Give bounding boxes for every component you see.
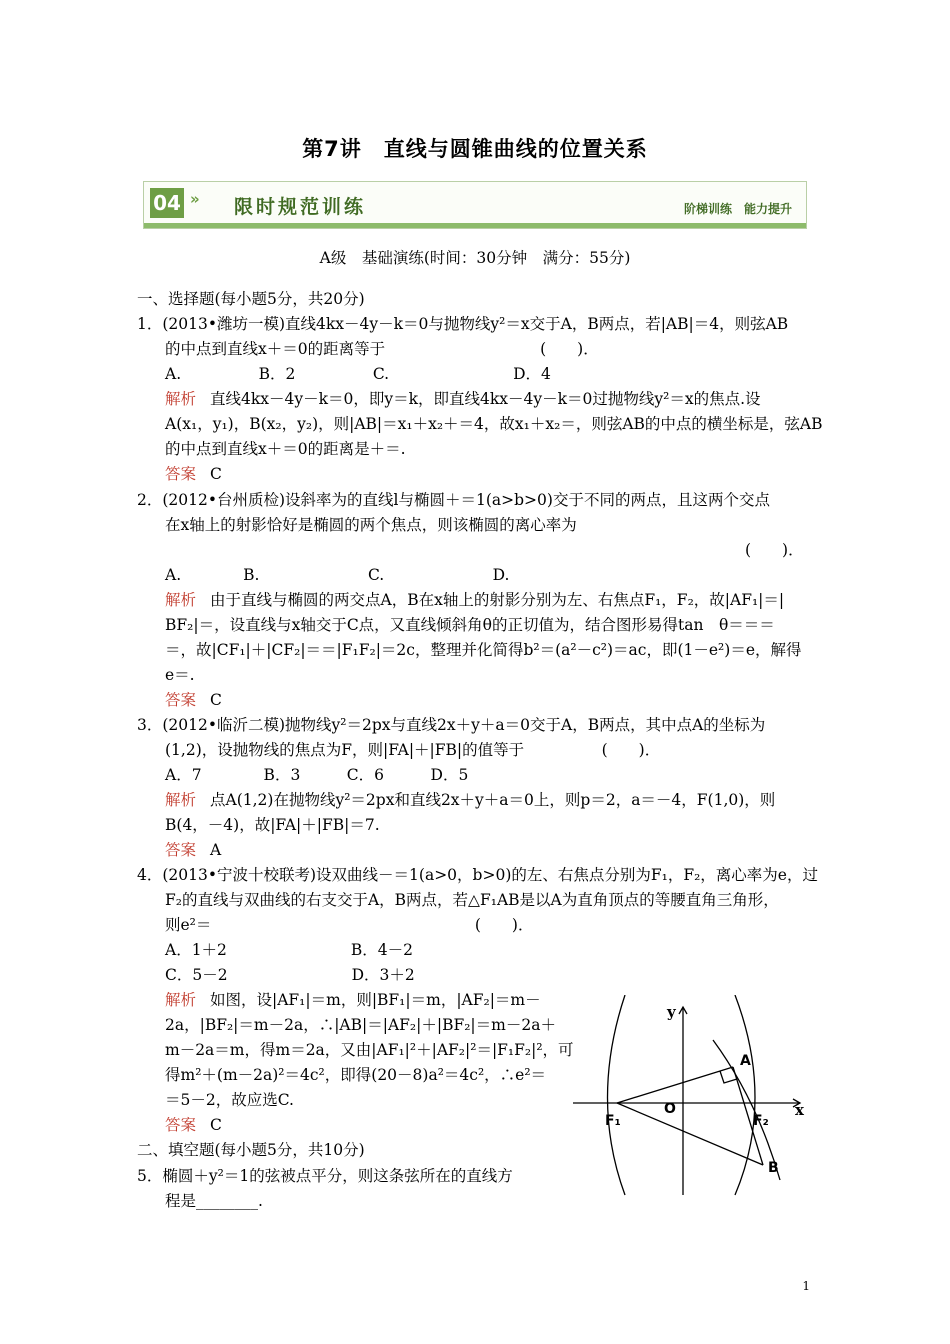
hyperbola-right-branch	[735, 995, 755, 1195]
q2-analysis-line: e＝.	[165, 666, 195, 684]
level-heading: A级 基础演练(时间：30分钟 满分：55分)	[319, 249, 631, 267]
answer-label: 答案	[165, 465, 197, 483]
q3-analysis-line: B(4，－4)，故|FA|＋|FB|＝7.	[165, 816, 380, 834]
chevron-right-icon: »	[190, 190, 200, 208]
q2-options: A. B. C. D.	[165, 566, 510, 584]
point-b-label: B	[768, 1160, 779, 1176]
q3-line: 3．(2012•临沂二模)抛物线y²＝2px与直线2x＋y＋a＝0交于A，B两点，其中点A的坐标为	[137, 716, 766, 734]
q4-options: C．5－2 D．3＋2	[165, 966, 415, 984]
q1-analysis	[165, 387, 761, 412]
q4-analysis	[165, 988, 541, 1013]
answer-value: C	[210, 691, 222, 709]
q2-analysis	[165, 588, 784, 613]
analysis-text: 直线4kx－4y－k＝0，即y＝k，即直线4kx－4y－k＝0过抛物线y²＝x的焦点.设	[210, 390, 761, 408]
hyperbola-left-branch	[608, 995, 626, 1195]
q1-analysis-line: A(x₁，y₁)，B(x₂，y₂)，则|AB|＝x₁＋x₂＋＝4，故x₁＋x₂＝，则弦AB的中点的横坐标是，弦AB	[165, 415, 823, 433]
hyperbola-figure	[565, 995, 815, 1200]
q5-line: 程是________.	[165, 1192, 263, 1210]
analysis-label: 解析	[165, 390, 197, 408]
axis-x-label: x	[795, 1101, 804, 1119]
analysis-label: 解析	[165, 591, 197, 609]
banner-title: 限时规范训练	[234, 196, 367, 218]
q1-line: 的中点到直线x＋＝0的距离等于 ( )．	[165, 340, 599, 358]
page-number: 1	[802, 1279, 810, 1293]
q4-analysis-line: m－2a＝m，得m＝2a，又由|AF₁|²＋|AF₂|²＝|F₁F₂|²，可	[165, 1041, 574, 1059]
analysis-label: 解析	[165, 791, 197, 809]
section-heading-choice: 一、选择题(每小题5分，共20分)	[137, 290, 365, 308]
q1-answer	[165, 462, 222, 487]
q4-line: 则e²＝ ( )．	[165, 916, 534, 934]
q1-line: 1．(2013•潍坊一模)直线4kx－4y－k＝0与抛物线y²＝x交于A，B两点，若|AB|＝4，则弦AB	[137, 315, 789, 333]
q4-options: A．1＋2 B．4－2	[165, 941, 414, 959]
banner-badge: 04	[150, 188, 184, 218]
answer-label: 答案	[165, 1116, 197, 1134]
answer-value: C	[210, 465, 222, 483]
point-a-label: A	[740, 1053, 751, 1069]
analysis-label: 解析	[165, 991, 197, 1009]
section-banner	[143, 181, 807, 229]
q4-analysis-line: 得m²＋(m－2a)²＝4c²，即得(20－8)a²＝4c²，∴e²＝	[165, 1066, 547, 1084]
q3-line: (1,2)，设抛物线的焦点为F，则|FA|＋|FB|的值等于 ( )．	[165, 741, 661, 759]
segment-f1-a	[617, 1067, 733, 1103]
q4-analysis-line: 2a，|BF₂|＝m－2a，∴|AB|＝|AF₂|＋|BF₂|＝m－2a＋	[165, 1016, 556, 1034]
q3-analysis	[165, 788, 775, 813]
answer-label: 答案	[165, 691, 197, 709]
answer-label: 答案	[165, 841, 197, 859]
page-title: 第7讲 直线与圆锥曲线的位置关系	[302, 137, 648, 161]
q1-options: A. B．2 C. D．4	[165, 365, 551, 383]
q4-answer	[165, 1113, 222, 1138]
q4-line: 4．(2013•宁波十校联考)设双曲线－＝1(a>0，b>0)的左、右焦点分别为F₁，F₂，离心率为e，过	[137, 866, 818, 884]
section-heading-fill: 二、填空题(每小题5分，共10分)	[137, 1141, 365, 1159]
f2-label: F₂	[753, 1113, 769, 1129]
axis-y-label: y	[667, 1003, 676, 1021]
banner-subtitle: 阶梯训练 能力提升	[683, 202, 792, 216]
q2-answer	[165, 688, 222, 713]
q2-blank: ( )．	[745, 541, 804, 559]
origin-label: O	[664, 1101, 676, 1117]
analysis-text: 如图，设|AF₁|＝m，则|BF₁|＝m，|AF₂|＝m－	[210, 991, 541, 1009]
q3-options: A．7 B．3 C．6 D．5	[165, 766, 469, 784]
q2-line: 2．(2012•台州质检)设斜率为的直线l与椭圆＋＝1(a>b>0)交于不同的两点，且这两个交点	[137, 491, 770, 509]
analysis-text: 由于直线与椭圆的两交点A，B在x轴上的射影分别为左、右焦点F₁，F₂，故|AF₁|＝|	[210, 591, 785, 609]
answer-value: A	[210, 841, 222, 859]
f1-label: F₁	[605, 1113, 621, 1129]
answer-value: C	[210, 1116, 222, 1134]
q5-line: 5．椭圆＋y²＝1的弦被点平分，则这条弦所在的直线方	[137, 1167, 513, 1185]
q4-line: F₂的直线与双曲线的右支交于A，B两点，若△F₁AB是以A为直角顶点的等腰直角三角形，	[165, 891, 779, 909]
q2-analysis-line: BF₂|＝，设直线与x轴交于C点，又直线倾斜角θ的正切值为，结合图形易得tan θ＝＝＝	[165, 616, 775, 634]
q2-line: 在x轴上的射影恰好是椭圆的两个焦点，则该椭圆的离心率为	[165, 516, 577, 534]
segment-f1-b	[617, 1103, 763, 1165]
analysis-text: 点A(1,2)在抛物线y²＝2px和直线2x＋y＋a＝0上，则p＝2，a＝－4，F(1,0)，则	[210, 791, 776, 809]
q2-analysis-line: ＝，故|CF₁|＋|CF₂|＝＝|F₁F₂|＝2c，整理并化简得b²＝(a²－c²)＝ac，即(1－e²)＝e，解得	[165, 641, 802, 659]
q4-analysis-line: ＝5－2，故应选C.	[165, 1091, 294, 1109]
banner-stripe	[144, 223, 806, 228]
q1-analysis-line: 的中点到直线x＋＝0的距离是＋＝.	[165, 440, 406, 458]
q3-answer	[165, 838, 221, 863]
